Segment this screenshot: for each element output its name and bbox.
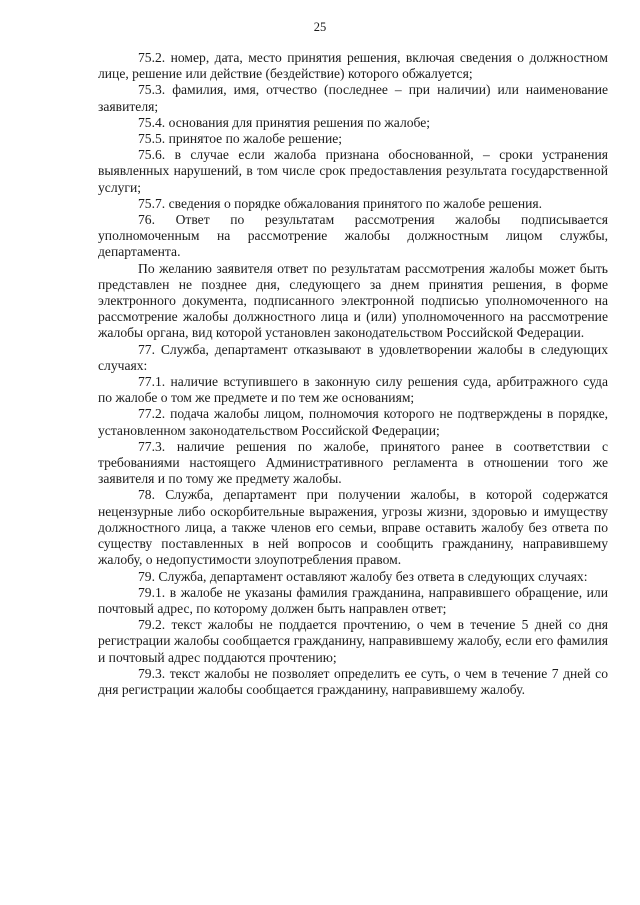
paragraph-75-2: 75.2. номер, дата, место принятия решения, включая сведения о должностном лице, решение или действие (бездействие) которого обжалуется; [98,50,608,82]
paragraph-76: 76. Ответ по результатам рассмотрения жалобы подписывается уполномоченным на рассмотрение жалобы должностным лицом службы, департамента. [98,212,608,260]
paragraph-75-4: 75.4. основания для принятия решения по жалобе; [138,114,431,130]
paragraph-75-3: 75.3. фамилия, имя, отчество (последнее – при наличии) или наименование заявителя; [98,82,608,114]
paragraph-77-2: 77.2. подача жалобы лицом, полномочия которого не подтверждены в порядке, установленном законодательством Российской Федерации; [98,406,608,438]
paragraph-77: 77. Служба, департамент отказывают в удовлетворении жалобы в следующих случаях: [98,341,608,373]
paragraph-75-7: 75.7. сведения о порядке обжалования принятого по жалобе решения. [138,195,543,211]
paragraph-75-5: 75.5. принятое по жалобе решение; [138,131,343,147]
paragraph-79-3: 79.3. текст жалобы не позволяет определить ее суть, о чем в течение 7 дней со дня регистрации жалобы сообщается гражданину, направившему жалобу. [98,665,608,697]
page-number: 25 [313,20,327,34]
paragraph-77-3: 77.3. наличие решения по жалобе, принятого ранее в соответствии с требованиями настоящего Административного регламента в отношении того же заявителя и по тому же предмету жалобы. [98,438,608,487]
paragraph-79-1: 79.1. в жалобе не указаны фамилия гражданина, направившего обращение, или почтовый адрес, по которому должен быть направлен ответ; [98,584,608,616]
paragraph-79: 79. Служба, департамент оставляют жалобу без ответа в следующих случаях: [138,568,588,584]
paragraph-77-1: 77.1. наличие вступившего в законную силу решения суда, арбитражного суда по жалобе о том же предмете и по тем же основаниям; [98,374,608,406]
paragraph-78: 78. Служба, департамент при получении жалобы, в которой содержатся нецензурные либо оскорбительные выражения, угрозы жизни, здоровью и имуществу должностного лица, а также членов его семьи, вправе оставить жалобу без ответа по существу поставленных в ней вопросов и сообщить гражданину, направившему жалобу, о недопустимости злоупотребления правом. [98,487,608,568]
paragraph-76-electronic-response: По желанию заявителя ответ по результатам рассмотрения жалобы может быть представлен не позднее дня, следующего за днем принятия решения, в форме электронного документа, подписанного электронной подписью уполномоченного на рассмотрение жалобы должностного лица и (или) уполномоченного на рассмотрение жалобы органа, вид которой установлен законодательством Российской Федерации. [98,260,608,341]
paragraph-79-2: 79.2. текст жалобы не поддается прочтению, о чем в течение 5 дней со дня регистрации жалобы сообщается гражданину, направившему жалобу, если его фамилия и почтовый адрес поддаются прочтению; [98,617,608,665]
paragraph-75-6: 75.6. в случае если жалоба признана обоснованной, – сроки устранения выявленных нарушений, в том числе срок предоставления результата государственной услуги; [98,147,608,195]
document-body [98,50,608,698]
